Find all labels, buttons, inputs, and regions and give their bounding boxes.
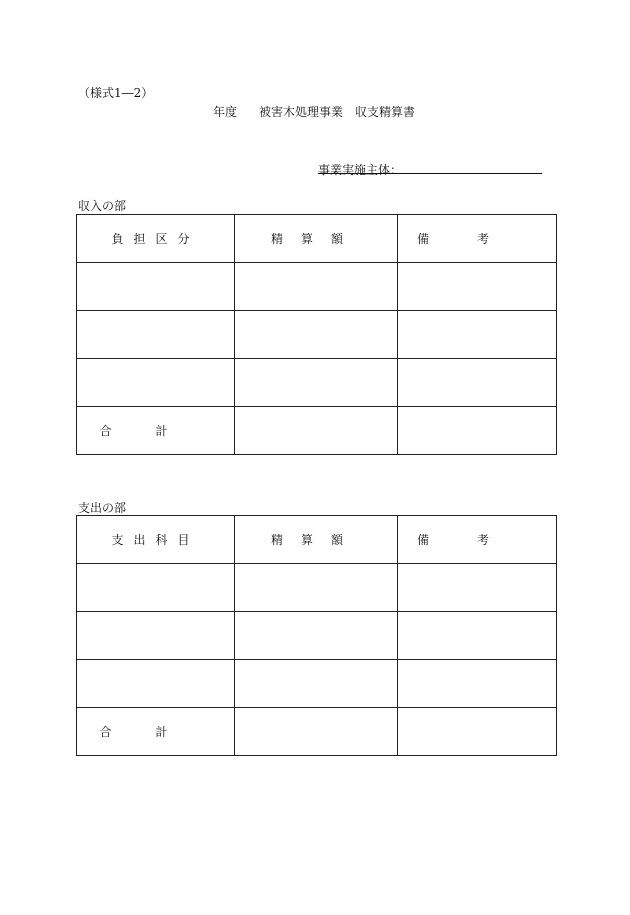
income-total-remarks[interactable] (398, 407, 557, 455)
expense-row-3-remarks[interactable] (398, 660, 557, 708)
income-col-settlement-amount: 精算額 (235, 215, 398, 263)
income-row-3-category[interactable] (77, 359, 235, 407)
expense-row-2-item[interactable] (77, 612, 235, 660)
implementing-entity-underline (318, 173, 542, 174)
expense-total-remarks[interactable] (398, 708, 557, 756)
implementing-entity (318, 161, 542, 178)
document-title (213, 103, 415, 120)
income-row-2-category[interactable] (77, 311, 235, 359)
income-row-3-amount[interactable] (235, 359, 398, 407)
title-year: 年度 (213, 105, 238, 119)
income-header-row (77, 215, 557, 263)
expense-total-amount[interactable] (235, 708, 398, 756)
table-row (77, 612, 557, 660)
expense-total-label: 合計 (77, 708, 235, 756)
expense-row-3-item[interactable] (77, 660, 235, 708)
title-project: 被害木処理事業 (259, 105, 344, 119)
income-col-burden-category: 負担区分 (77, 215, 235, 263)
expense-table (76, 515, 557, 756)
table-row (77, 660, 557, 708)
income-row-1-category[interactable] (77, 263, 235, 311)
income-total-row (77, 407, 557, 455)
table-row (77, 564, 557, 612)
income-col-remarks: 備考 (398, 215, 557, 263)
expense-col-expense-item: 支出科目 (77, 516, 235, 564)
income-section-label: 収入の部 (78, 199, 127, 213)
form-number: （様式1―2） (78, 86, 154, 100)
expense-row-1-item[interactable] (77, 564, 235, 612)
income-row-3-remarks[interactable] (398, 359, 557, 407)
income-row-1-amount[interactable] (235, 263, 398, 311)
expense-total-row (77, 708, 557, 756)
implementing-entity-label: 事業実施主体： (318, 163, 403, 177)
income-row-1-remarks[interactable] (398, 263, 557, 311)
expense-row-1-remarks[interactable] (398, 564, 557, 612)
income-row-2-amount[interactable] (235, 311, 398, 359)
expense-row-2-amount[interactable] (235, 612, 398, 660)
expense-header-row (77, 516, 557, 564)
table-row (77, 311, 557, 359)
income-table (76, 214, 557, 455)
expense-col-remarks: 備考 (398, 516, 557, 564)
expense-col-settlement-amount: 精算額 (235, 516, 398, 564)
income-total-label: 合計 (77, 407, 235, 455)
title-doc: 収支精算書 (355, 105, 416, 119)
table-row (77, 359, 557, 407)
table-row (77, 263, 557, 311)
expense-row-1-amount[interactable] (235, 564, 398, 612)
expense-row-2-remarks[interactable] (398, 612, 557, 660)
income-total-amount[interactable] (235, 407, 398, 455)
expense-row-3-amount[interactable] (235, 660, 398, 708)
expense-section-label: 支出の部 (78, 501, 127, 515)
income-row-2-remarks[interactable] (398, 311, 557, 359)
